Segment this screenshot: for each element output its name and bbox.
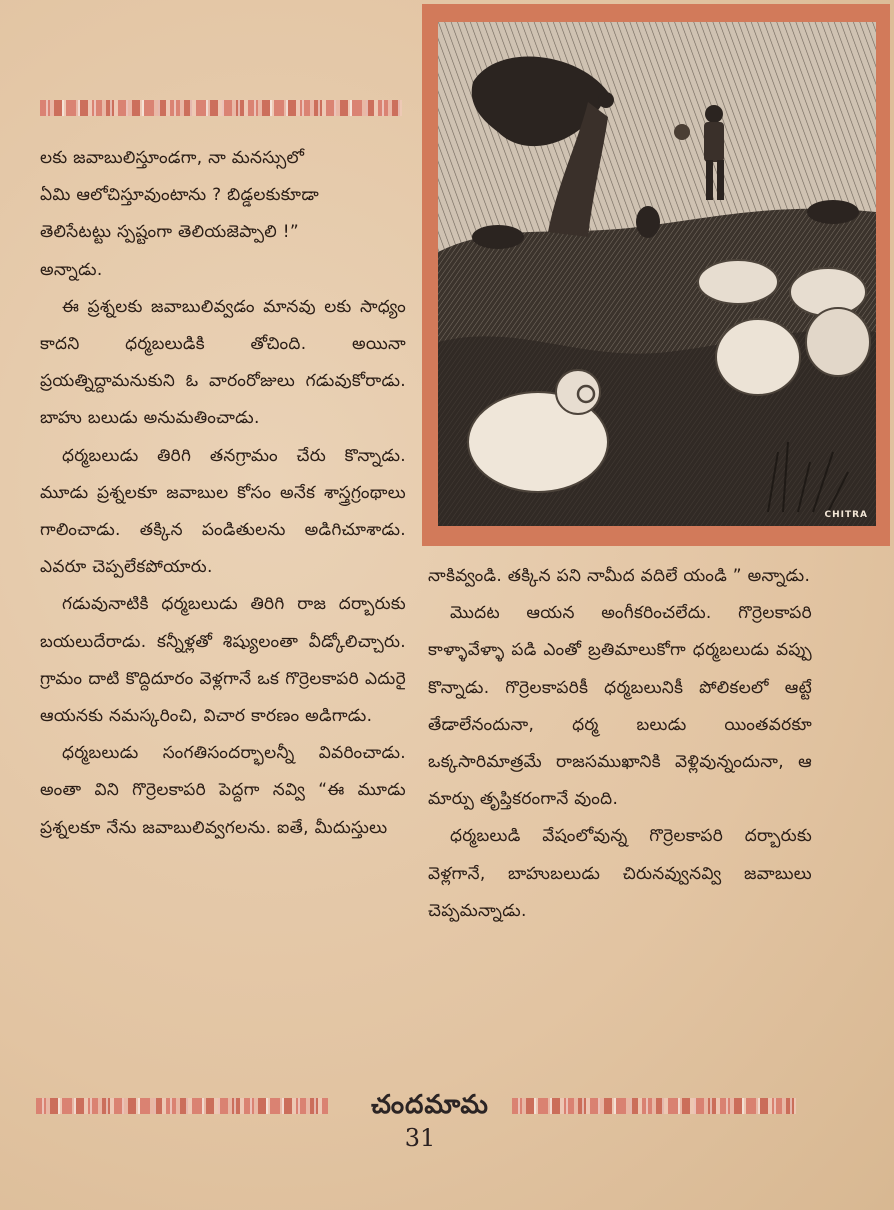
paragraph: తెలిసేటట్టు స్పష్టంగా తెలియజెప్పాలి !” [40, 222, 299, 243]
paragraph: ఏమి ఆలోచిస్తూవుంటాను ? బిడ్డలకుకూడా [40, 185, 319, 206]
magazine-title: చందమామ [371, 1090, 489, 1120]
paragraph: ధర్మబలుడు తిరిగి తనగ్రామం చేరు కొన్నాడు. మూడు ప్రశ్నలకూ జవాబుల కోసం అనేక శాస్త్రగ్రంథాలు గాలించాడు. తక్కిన పండితులను అడిగిచూశాడు. ఎవరూ చెప్పలేకపోయారు. [40, 445, 406, 578]
paragraph: ధర్మబలుడి వేషంలోవున్న గొర్రెలకాపరి దర్బారుకు వెళ్లగానే, బాహుబలుడు చిరునవ్వునవ్వి జవాబులు చెప్పమన్నాడు. [428, 826, 812, 921]
paragraph: నాకివ్వండి. తక్కిన పని నామీద వదిలే యండి ” అన్నాడు. [428, 566, 811, 586]
paragraph: అన్నాడు. [40, 259, 103, 280]
paragraph: ఈ ప్రశ్నలకు జవాబులివ్వడం మానవు లకు సాధ్యం కాదని ధర్మబలుడికి తోచింది. అయినా ప్రయత్నిద్దామనుకుని ఓ వారంరోజులు గడువుకోరాడు. బాహు బలుడు అనుమతించాడు. [40, 296, 406, 429]
paragraph: ధర్మబలుడు సంగతిసందర్భాలన్నీ వివరించాడు. అంతా విని గొర్రెలకాపరి పెద్దగా నవ్వి “ఈ మూడు ప్రశ్నలకూ నేను జవాబులివ్వగలను. ఐతే, మీదుస్తులు [40, 743, 406, 838]
artist-signature: CHITRA [824, 510, 868, 520]
paragraph: లకు జవాబులిస్తూండగా, నా మనస్సులో [40, 148, 305, 168]
paragraph: గడువునాటికి ధర్మబలుడు తిరిగి రాజ దర్బారుకు బయలుదేరాడు. కన్నీళ్లతో శిష్యులంతా వీడ్కోలిచ్చారు. గ్రామం దాటి కొద్దిదూరం వెళ్లగానే ఒక గొర్రెలకాపరి ఎదురై ఆయనకు నమస్కరించి, విచార కారణం అడిగాడు. [40, 594, 406, 727]
decorative-border-footer-left [36, 1098, 328, 1114]
right-text-column [428, 558, 812, 930]
decorative-border-footer-right [512, 1098, 796, 1114]
page-number: 31 [404, 1124, 436, 1152]
illustration-artwork [438, 22, 876, 526]
paragraph: మొదట ఆయన అంగీకరించలేదు. గొర్రెలకాపరి కాళ్ళావేళ్ళా పడి ఎంతో బ్రతిమాలుకోగా ధర్మబలుడు వప్పు కొన్నాడు. గొర్రెలకాపరికీ ధర్మబలునికీ పోలికలలో ఆట్టే తేడాలేనందునా, ధర్మ బలుడు యింతవరకూ ఒక్కసారిమాత్రమే రాజసముఖానికి వెళ్లివున్నందునా, ఆ మార్పు తృప్తికరంగానే వుంది. [428, 603, 812, 810]
story-illustration [422, 4, 890, 546]
decorative-border-top-left [40, 100, 402, 116]
left-text-column [40, 140, 406, 847]
